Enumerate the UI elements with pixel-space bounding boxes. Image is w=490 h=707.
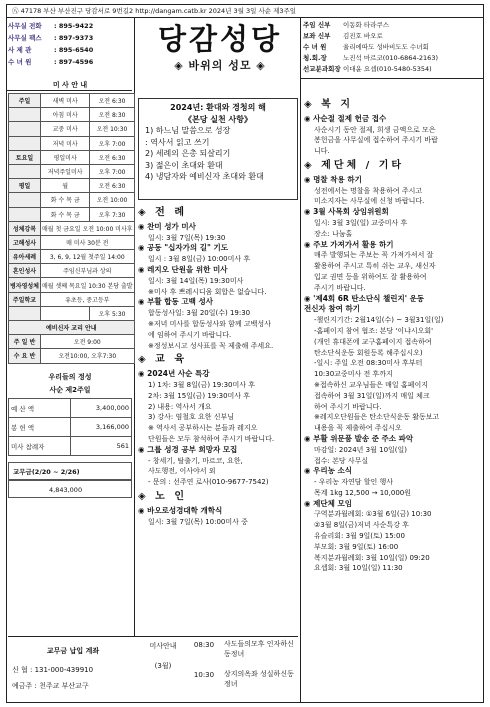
schedule-cell: 오전 6:30 <box>90 150 134 164</box>
schedule-cell: 새벽 미사 <box>40 94 89 108</box>
schedule-cell: 3, 6, 9, 12월 첫주일 14:00 <box>40 250 134 264</box>
schedule-cell: 주 일 반 <box>9 335 41 349</box>
item-text: 일시: 3월 3일(일) 교중미사 후 <box>314 218 408 227</box>
item-text: 접속하여 3월 31일(일)까지 매일 체크 <box>314 391 430 400</box>
item-text: 2차: 3월 15일(금) 19:30미사 후 <box>148 391 251 400</box>
contact-label: 사무실 팩스 <box>8 34 42 42</box>
item-heading: ◉ 바오로성경대학 개학식 <box>138 505 223 515</box>
item-heading: ◉ 그룹 성경 공부 희망자 모집 <box>138 444 238 454</box>
item-text: ②3월 8일(금)저녁 사순특강 후 <box>314 521 409 530</box>
staff-name: 이대윤 요셉(010-5480-5354) <box>343 65 432 73</box>
schedule-cell: 오전 6:30 <box>90 179 134 193</box>
item-text: 봉헌금을 사무실에 접수하여 주시기 바랍 <box>314 136 438 145</box>
schedule-cell: 월 <box>40 179 89 193</box>
footer-group1: 사도들의모후 인자하신동정녀 <box>224 640 294 658</box>
staff-name: 이동화 타라쿠스 <box>343 21 390 29</box>
item-text: -챌린지기간: 2월14일(수) ~ 3월31일(일) <box>314 316 444 325</box>
item-text: - 창세기, 탈출기, 마르코, 요한, <box>148 456 243 465</box>
schedule-row <box>9 235 135 249</box>
motto-box <box>138 98 298 200</box>
item-text: 목계 1kg 12,500 → 10,000원 <box>314 488 411 497</box>
building-value: 4,843,000 <box>8 480 132 498</box>
schedule-row <box>9 321 135 335</box>
schedule-cell: 오전 8:30 <box>90 108 134 122</box>
schedule-row <box>9 250 135 264</box>
offering-row <box>9 437 132 456</box>
item-text: ※레지오단원들은 탄소단식운동 활동보고 <box>314 413 440 422</box>
offering-value: 3,166,000 <box>70 418 131 437</box>
staff-name: 김진호 바오로 <box>343 32 383 40</box>
building-label: 교무금(2/20 ~ 2/26) <box>8 462 132 480</box>
item-text: 접수: 본당 사무실 <box>314 456 369 465</box>
masthead <box>140 20 300 78</box>
staff-name: 노진석 마르코(010-6864-2163) <box>343 54 438 62</box>
item-text: 합동성사일: 3월 20일(수) 19:30 <box>148 309 251 318</box>
schedule-cell: 오전 10:30 <box>90 122 134 136</box>
schedule-cell: 매월 첫 금요일 오전 10:00 미사후 <box>40 221 134 235</box>
contact-value: : 895-6540 <box>54 46 94 54</box>
column-divider <box>300 18 301 703</box>
motto-item: 1) 하느님 말씀으로 성장 <box>145 126 231 135</box>
item-text: ※ 역사서 공부하시는 분들과 레지오 <box>148 424 258 433</box>
contact-row <box>8 56 134 68</box>
schedule-row <box>9 94 135 108</box>
item-text: 부모회: 3월 9일(토) 16:00 <box>314 542 399 551</box>
schedule-cell: 오전 10:00 <box>90 193 134 207</box>
schedule-cell: 오후 5:30 <box>90 306 134 320</box>
motto-item: : 역사서 읽고 쓰기 <box>145 137 210 147</box>
staff-row <box>303 20 481 31</box>
item-heading: ◉ 우리농 소식 <box>304 466 352 476</box>
schedule-cell: 주일 <box>9 94 41 108</box>
schedule-cell: 병자영성체 <box>9 278 41 292</box>
schedule-cell: 교중 미사 <box>40 122 89 136</box>
item-text: 미소지자는 사무실에 신청 바랍니다. <box>314 197 425 206</box>
footer-mass-label: 미사안내 <box>149 642 177 650</box>
item-text: 사순시기 동안 절제, 희생 금액으로 모은 <box>314 125 436 134</box>
schedule-cell: 수 요 반 <box>9 349 41 363</box>
account-number <box>12 665 142 675</box>
schedule-cell: 매 미사 30분 전 <box>40 235 134 249</box>
footer-time2: 10:30 <box>193 671 215 679</box>
schedule-cell: 매월 셋째 목요일 10:30 본당 출발 <box>40 278 134 292</box>
account-holder: 예금주 : 천주교 부산교구 <box>12 682 89 690</box>
stats-title: 우리들의 정성 <box>48 373 92 381</box>
divider <box>300 78 484 79</box>
schedule-cell: 평일 <box>9 179 41 193</box>
item-heading: ◉ 공동 "십자가의 길" 기도 <box>138 243 229 253</box>
staff-row <box>303 31 481 42</box>
staff-role: 청.회.장 <box>303 54 327 62</box>
item-heading: ◉ 주보 가져가서 활용 하기 <box>304 239 394 249</box>
item-text: 일시: 3월 7일(목) 19:30 <box>148 233 226 242</box>
schedule-cell: 아침 미사 <box>40 108 89 122</box>
contact-value: : 897-9373 <box>54 34 94 42</box>
item-text: 마감일: 2024년 3월 10일(일) <box>314 445 408 454</box>
item-text: 요셉회: 3월 10일(일) 11:30 <box>314 564 403 573</box>
divider <box>6 90 132 91</box>
schedule-row <box>9 164 135 178</box>
schedule-cell: 오전10:00, 오후7:30 <box>40 349 134 363</box>
staff-row <box>303 53 481 64</box>
offering-label: 봉 헌 액 <box>9 418 71 437</box>
schedule-cell <box>9 108 41 122</box>
item-text: (개인 휴대폰에 교구홈페이지 접속하여 <box>314 337 432 346</box>
item-heading: ◉ 제단체 모임 <box>304 498 352 508</box>
item-heading: ◉ 부활 합동 고백 성사 <box>138 297 213 307</box>
schedule-cell <box>9 136 41 150</box>
offering-table <box>8 398 132 456</box>
schedule-row <box>9 349 135 363</box>
motto-sub: 《본당 실천 사항》 <box>184 114 252 124</box>
schedule-cell: 오전 9:00 <box>40 335 134 349</box>
schedule-cell <box>9 164 41 178</box>
staff-name: 율리에따도 성바비도도 수녀회 <box>343 43 429 51</box>
item-text: 단원들은 모두 참석하여 주시기 바랍니다. <box>148 434 275 443</box>
section-heading: ◈ 전 례 <box>138 207 187 218</box>
schedule-cell: 오후 7:00 <box>90 136 134 150</box>
schedule-cell: 화 수 목 금 <box>40 193 89 207</box>
stats-week: 사순 제2주일 <box>49 386 91 394</box>
item-text: 성전에서는 명찰을 착용하여 주시고 <box>314 186 423 195</box>
item-text: ※접속하신 교우님들은 매일 홈페이지 <box>314 380 428 389</box>
schedule-row <box>9 264 135 278</box>
contact-info <box>8 20 134 68</box>
page-subtitle: ◈ 바위의 성모 ◈ <box>174 59 266 72</box>
middle-column <box>138 204 298 634</box>
contact-row <box>8 32 134 44</box>
motto-item: 4) 냉담자와 예비신자 초대와 환대 <box>145 172 264 181</box>
offering-label: 미사 참례자 <box>9 437 71 456</box>
contact-value: : 895-9422 <box>54 22 94 30</box>
item-heading: ◉ 2024년 사순 특강 <box>138 369 210 379</box>
staff-row <box>303 64 481 75</box>
motto-item: 2) 세례의 은총 되살리기 <box>145 149 231 158</box>
item-text: -홈페이지 참여 협조: 본당 '이냐시오회' <box>314 326 434 335</box>
item-heading: ◉ 3월 사목회 상임위원회 <box>304 207 389 217</box>
item-heading: ◉ 부활 위문품 발송 준 주소 파악 <box>304 433 414 443</box>
staff-row <box>303 42 481 53</box>
item-text: -일시: 주일 오전 08:30미사 후부터 <box>314 359 423 368</box>
item-text: 3) 강사: 염철호 요한 신부님 <box>148 413 235 422</box>
schedule-row <box>9 278 135 292</box>
section-heading: ◈ 교 육 <box>138 354 187 366</box>
schedule-cell: 예비신자 교리 안내 <box>9 321 135 335</box>
schedule-row <box>9 221 135 235</box>
contact-value: : 897-4596 <box>54 58 94 66</box>
schedule-cell: 주일학교 <box>9 292 41 306</box>
item-text: 복지분과월례회: 3월 10일(일) 09:20 <box>314 553 430 562</box>
schedule-row <box>9 207 135 221</box>
schedule-cell: 고해성사 <box>9 235 41 249</box>
item-text: ※정성보시고 성사표를 꼭 제출해 주세요. <box>148 341 274 350</box>
item-text: 장소: 나눔홀 <box>314 229 353 238</box>
staff-role: 선교분과회장 <box>303 65 341 73</box>
schedule-cell <box>9 306 41 320</box>
section-heading: ◈ 제단체 / 기타 <box>304 159 405 171</box>
schedule-row <box>9 292 135 306</box>
item-text: 2) 내용: 역사서 개요 <box>148 402 212 411</box>
item-text: ※미사 후 쁘레시디움 회합은 없습니다. <box>148 287 267 296</box>
item-text: 에 임하여 주시기 바랍니다. <box>148 330 232 339</box>
item-text: 매주 발행되는 주보는 꼭 가져가셔서 잘 <box>314 251 434 260</box>
item-text: 니다. <box>314 147 330 156</box>
item-text: - 문의 : 선주연 로사(010-9677-7542) <box>148 478 269 487</box>
schedule-cell <box>40 306 89 320</box>
footer-time1: 08:30 <box>193 641 215 649</box>
schedule-cell: 오후 7:00 <box>90 164 134 178</box>
item-text: 10:30교중미사 전 후까지 <box>314 370 393 379</box>
footer-group2: 상지의옥좌 성실하신동정녀 <box>224 670 294 688</box>
address-line: ㊇ 47178 부산 부산진구 당감서로 9번길2 http://dangam.catb.kr 2024년 3월 3일 사순 제3주일 <box>6 4 484 18</box>
page-title: 당감성당 <box>157 22 283 56</box>
schedule-cell: 오전 6:30 <box>90 94 134 108</box>
schedule-row <box>9 306 135 320</box>
item-text: 사도행전, 이사야서 외 <box>148 467 216 476</box>
staff-role: 보좌 신부 <box>303 32 331 40</box>
item-text: 유슬리회: 3월 9일(토) 15:00 <box>314 532 405 541</box>
contact-row <box>8 44 134 56</box>
schedule-cell: 오후 7:30 <box>90 207 134 221</box>
item-text: ※저녁 미사를 합동성사와 함께 고백성사 <box>148 319 271 328</box>
item-text: 탄소단식운동 회원등록 해주십시오) <box>314 348 423 357</box>
schedule-cell: 주임신부님과 상의 <box>40 264 134 278</box>
contact-label: 수 녀 원 <box>8 58 32 66</box>
item-text: 하여 주시기 바랍니다. <box>314 402 382 411</box>
item-text: 입교 권면 등을 위하여도 잘 활용하여 <box>314 272 427 281</box>
schedule-cell: 유초등, 중고등부 <box>40 292 134 306</box>
offering-value: 3,400,000 <box>70 399 131 418</box>
schedule-row <box>9 122 135 136</box>
motto-item: 3) 젊은이 초대와 환대 <box>145 160 223 170</box>
bank-name: 신 협 <box>12 666 28 674</box>
staff-role: 수 녀 원 <box>303 43 327 51</box>
section-heading: ◈ 복 지 <box>304 99 353 110</box>
offering-value: 561 <box>70 437 131 456</box>
schedule-cell: 저녁주일미사 <box>40 164 89 178</box>
item-text: 일시: 3월 7일(목) 10:00미사 중 <box>148 517 248 526</box>
contact-row <box>8 20 134 32</box>
item-heading: ◉ '제4회 6R 탄소단식 챌린지' 운동 <box>304 293 425 303</box>
contact-label: 사무실 전화 <box>8 22 42 30</box>
schedule-row <box>9 108 135 122</box>
mass-schedule-table <box>8 93 135 364</box>
right-column <box>304 96 482 700</box>
schedule-row <box>9 136 135 150</box>
schedule-cell: 저녁 미사 <box>40 136 89 150</box>
schedule-cell <box>9 193 41 207</box>
item-heading: ◉ 명찰 착용 하기 <box>304 174 362 184</box>
footer-month: (3월) <box>154 662 172 670</box>
schedule-row <box>9 179 135 193</box>
offering-row <box>9 399 132 418</box>
item-heading: ◉ 레지오 단원을 위한 미사 <box>138 264 228 274</box>
schedule-cell: 화 수 목 금 <box>40 207 89 221</box>
item-heading: 전신자 참여 하기 <box>304 304 360 314</box>
item-heading: ◉ 찬미 성가 미사 <box>138 221 196 231</box>
schedule-row <box>9 150 135 164</box>
item-text: 일시 : 3월 8일(금) 10:00미사 후 <box>148 255 251 264</box>
schedule-cell: 평일미사 <box>40 150 89 164</box>
schedule-cell: 혼인성사 <box>9 264 41 278</box>
offering-label: 예 산 액 <box>9 399 71 418</box>
item-text: 구역분과월례회: ①3월 6일(금) 10:30 <box>314 510 432 519</box>
schedule-cell <box>9 207 41 221</box>
schedule-row <box>9 335 135 349</box>
item-text: 일시: 3월 14일(목) 19:30미사 <box>148 276 244 285</box>
footer <box>8 636 298 701</box>
schedule-cell: 토요일 <box>9 150 41 164</box>
item-text: 주시기 바랍니다. <box>314 283 366 292</box>
offering-row <box>9 418 132 437</box>
section-heading: ◈ 노 인 <box>138 490 187 502</box>
motto-items <box>145 125 291 183</box>
schedule-cell <box>9 122 41 136</box>
item-text: - 우리농 자연담 할인 행사 <box>314 478 394 487</box>
item-text: 내용을 꼭 제출하여 주십시오 <box>314 424 402 433</box>
schedule-cell: 성체강복 <box>9 221 41 235</box>
contact-label: 사 제 관 <box>8 46 32 54</box>
staff-role: 주임 신부 <box>303 21 331 29</box>
item-heading: ◉ 사순절 절제 헌금 접수 <box>304 113 387 123</box>
bank-number: : 131-000-439910 <box>29 666 94 674</box>
item-text: 1) 1차: 3월 8일(금) 19:30미사 후 <box>148 380 255 389</box>
item-text: 활용하여 주시고 특히 쉬는 교우, 새신자 <box>314 262 436 271</box>
schedule-title: 미 사 안 내 <box>52 81 88 89</box>
motto-title: 2024년: 환대와 경청의 해 <box>170 103 266 112</box>
staff-info <box>303 20 481 75</box>
schedule-cell: 유아세례 <box>9 250 41 264</box>
schedule-row <box>9 193 135 207</box>
account-label: 교무금 납입 계좌 <box>46 647 100 655</box>
